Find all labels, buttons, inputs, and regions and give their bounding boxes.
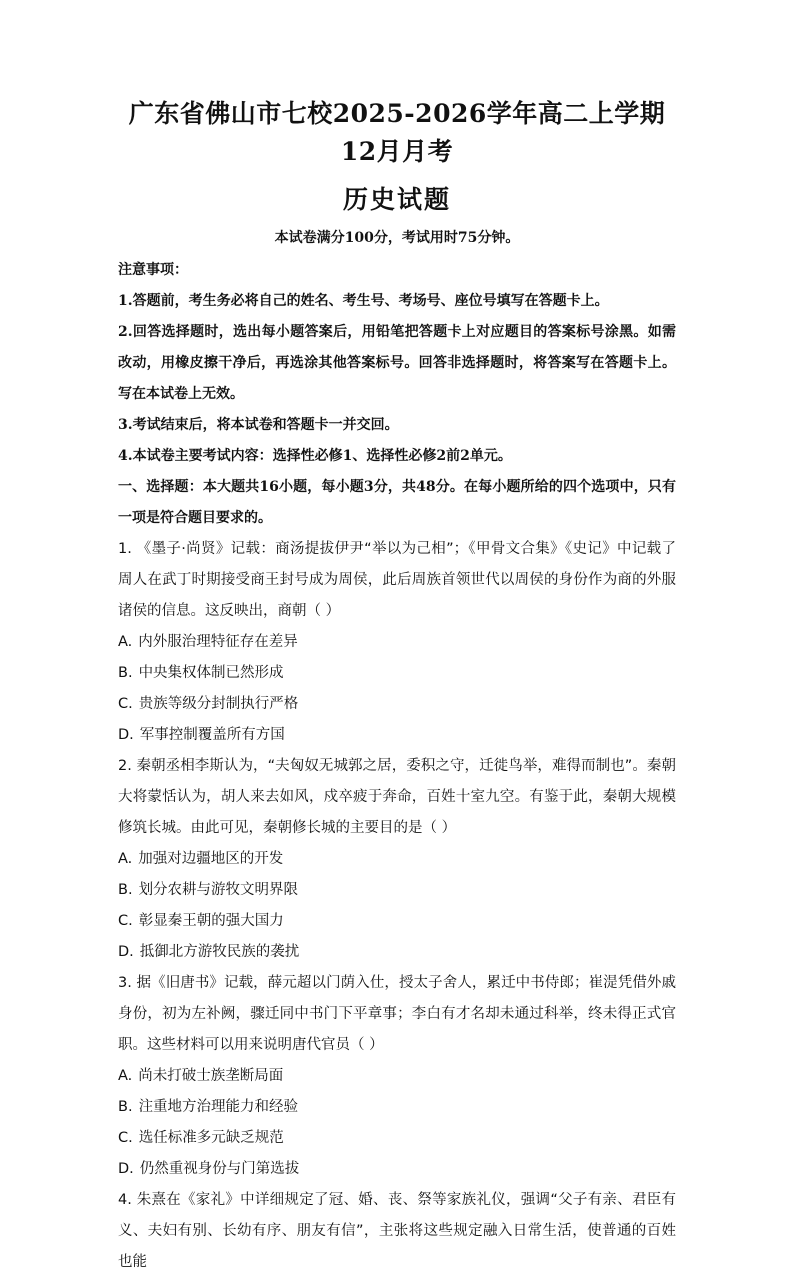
question-options [118,1061,676,1185]
option-a [118,1061,443,1092]
option-text: 注重地方治理能力和经验 [138,1099,299,1115]
question-stem: 3. 据《旧唐书》记载，薛元超以门荫入仕，授太子舍人，累迁中书侍郎；崔湜凭借外戚身份，初为左补阙，骤迁同中书门下平章事；李白有才名却未通过科举，终未得正式官职。这些材料可以用来说明唐代官员（ ） [118,975,676,1053]
notice-item: 3.考试结束后，将本试卷和答题卡一并交回。 [118,417,399,433]
option-letter: A. [118,634,133,650]
question-3 [118,968,676,1185]
option-c [118,906,443,937]
option-text: 中央集权体制已然形成 [138,665,284,681]
option-b [118,1092,443,1123]
exam-info: 本试卷满分100分，考试用时75分钟。 [274,230,520,246]
option-text: 贵族等级分封制执行严格 [138,696,299,712]
section-heading: 一、选择题：本大题共16小题，每小题3分，共48分。在每小题所给的四个选项中，只有一项是符合题目要求的。 [118,479,676,526]
option-letter: B. [118,882,133,898]
option-c [118,689,443,720]
option-b [118,875,443,906]
option-d [118,1154,443,1185]
option-text: 内外服治理特征存在差异 [138,634,298,650]
option-c [118,1123,443,1154]
option-text: 尚未打破士族垄断局面 [138,1068,284,1084]
option-text: 划分农耕与游牧文明界限 [138,882,299,898]
question-stem: 4. 朱熹在《家礼》中详细规定了冠、婚、丧、祭等家族礼仪，强调“父子有亲、君臣有义、夫妇有别、长幼有序、朋友有信”，主张将这些规定融入日常生活，使普通的百姓也能 [118,1192,676,1270]
question-4 [118,1185,676,1278]
question-stem: 1. 《墨子·尚贤》记载：商汤提拔伊尹“举以为己相”；《甲骨文合集》《史记》中记载了周人在武丁时期接受商王封号成为周侯，此后周族首领世代以周侯的身份作为商的外服诸侯的信息。这反映出，商朝（ ） [118,541,676,619]
option-letter: B. [118,665,133,681]
option-text: 选任标准多元缺乏规范 [138,1130,284,1146]
option-letter: D. [118,727,134,743]
question-options [118,844,676,968]
notice-item: 2.回答选择题时，选出每小题答案后，用铅笔把答题卡上对应题目的答案标号涂黑。如需改动，用橡皮擦干净后，再选涂其他答案标号。回答非选择题时，将答案写在答题卡上。写在本试卷上无效。 [118,324,676,402]
option-text: 加强对边疆地区的开发 [138,851,284,867]
question-2 [118,751,676,968]
option-letter: A. [118,1068,133,1084]
exam-subject: 历史试题 [342,185,451,214]
notice-heading: 注意事项： [118,262,188,278]
question-1 [118,534,676,751]
option-text: 抵御北方游牧民族的袭扰 [139,944,300,960]
option-a [118,844,443,875]
option-letter: C. [118,696,133,712]
notice-item: 1.答题前，考生务必将自己的姓名、考生号、考场号、座位号填写在答题卡上。 [118,293,609,309]
option-a [118,627,443,658]
option-d [118,937,443,968]
question-stem: 2. 秦朝丞相李斯认为，“夫匈奴无城郭之居，委积之守，迁徙鸟举，难得而制也”。秦朝大将蒙恬认为，胡人来去如风，戍卒疲于奔命，百姓十室九空。有鉴于此，秦朝大规模修筑长城。由此可见，秦朝修长城的主要目的是（ ） [118,758,676,836]
option-letter: A. [118,851,133,867]
option-b [118,658,443,689]
option-letter: C. [118,1130,133,1146]
option-text: 仍然重视身份与门第选拔 [139,1161,300,1177]
option-text: 军事控制覆盖所有方国 [139,727,285,743]
option-letter: D. [118,944,134,960]
question-options [118,627,676,751]
option-d [118,720,443,751]
option-text: 彰显秦王朝的强大国力 [138,913,284,929]
notice-item: 4.本试卷主要考试内容：选择性必修1、选择性必修2前2单元。 [118,448,512,464]
option-letter: C. [118,913,133,929]
option-letter: D. [118,1161,134,1177]
exam-title: 广东省佛山市七校2025-2026学年高二上学期12月月考 [128,99,666,166]
option-letter: B. [118,1099,133,1115]
